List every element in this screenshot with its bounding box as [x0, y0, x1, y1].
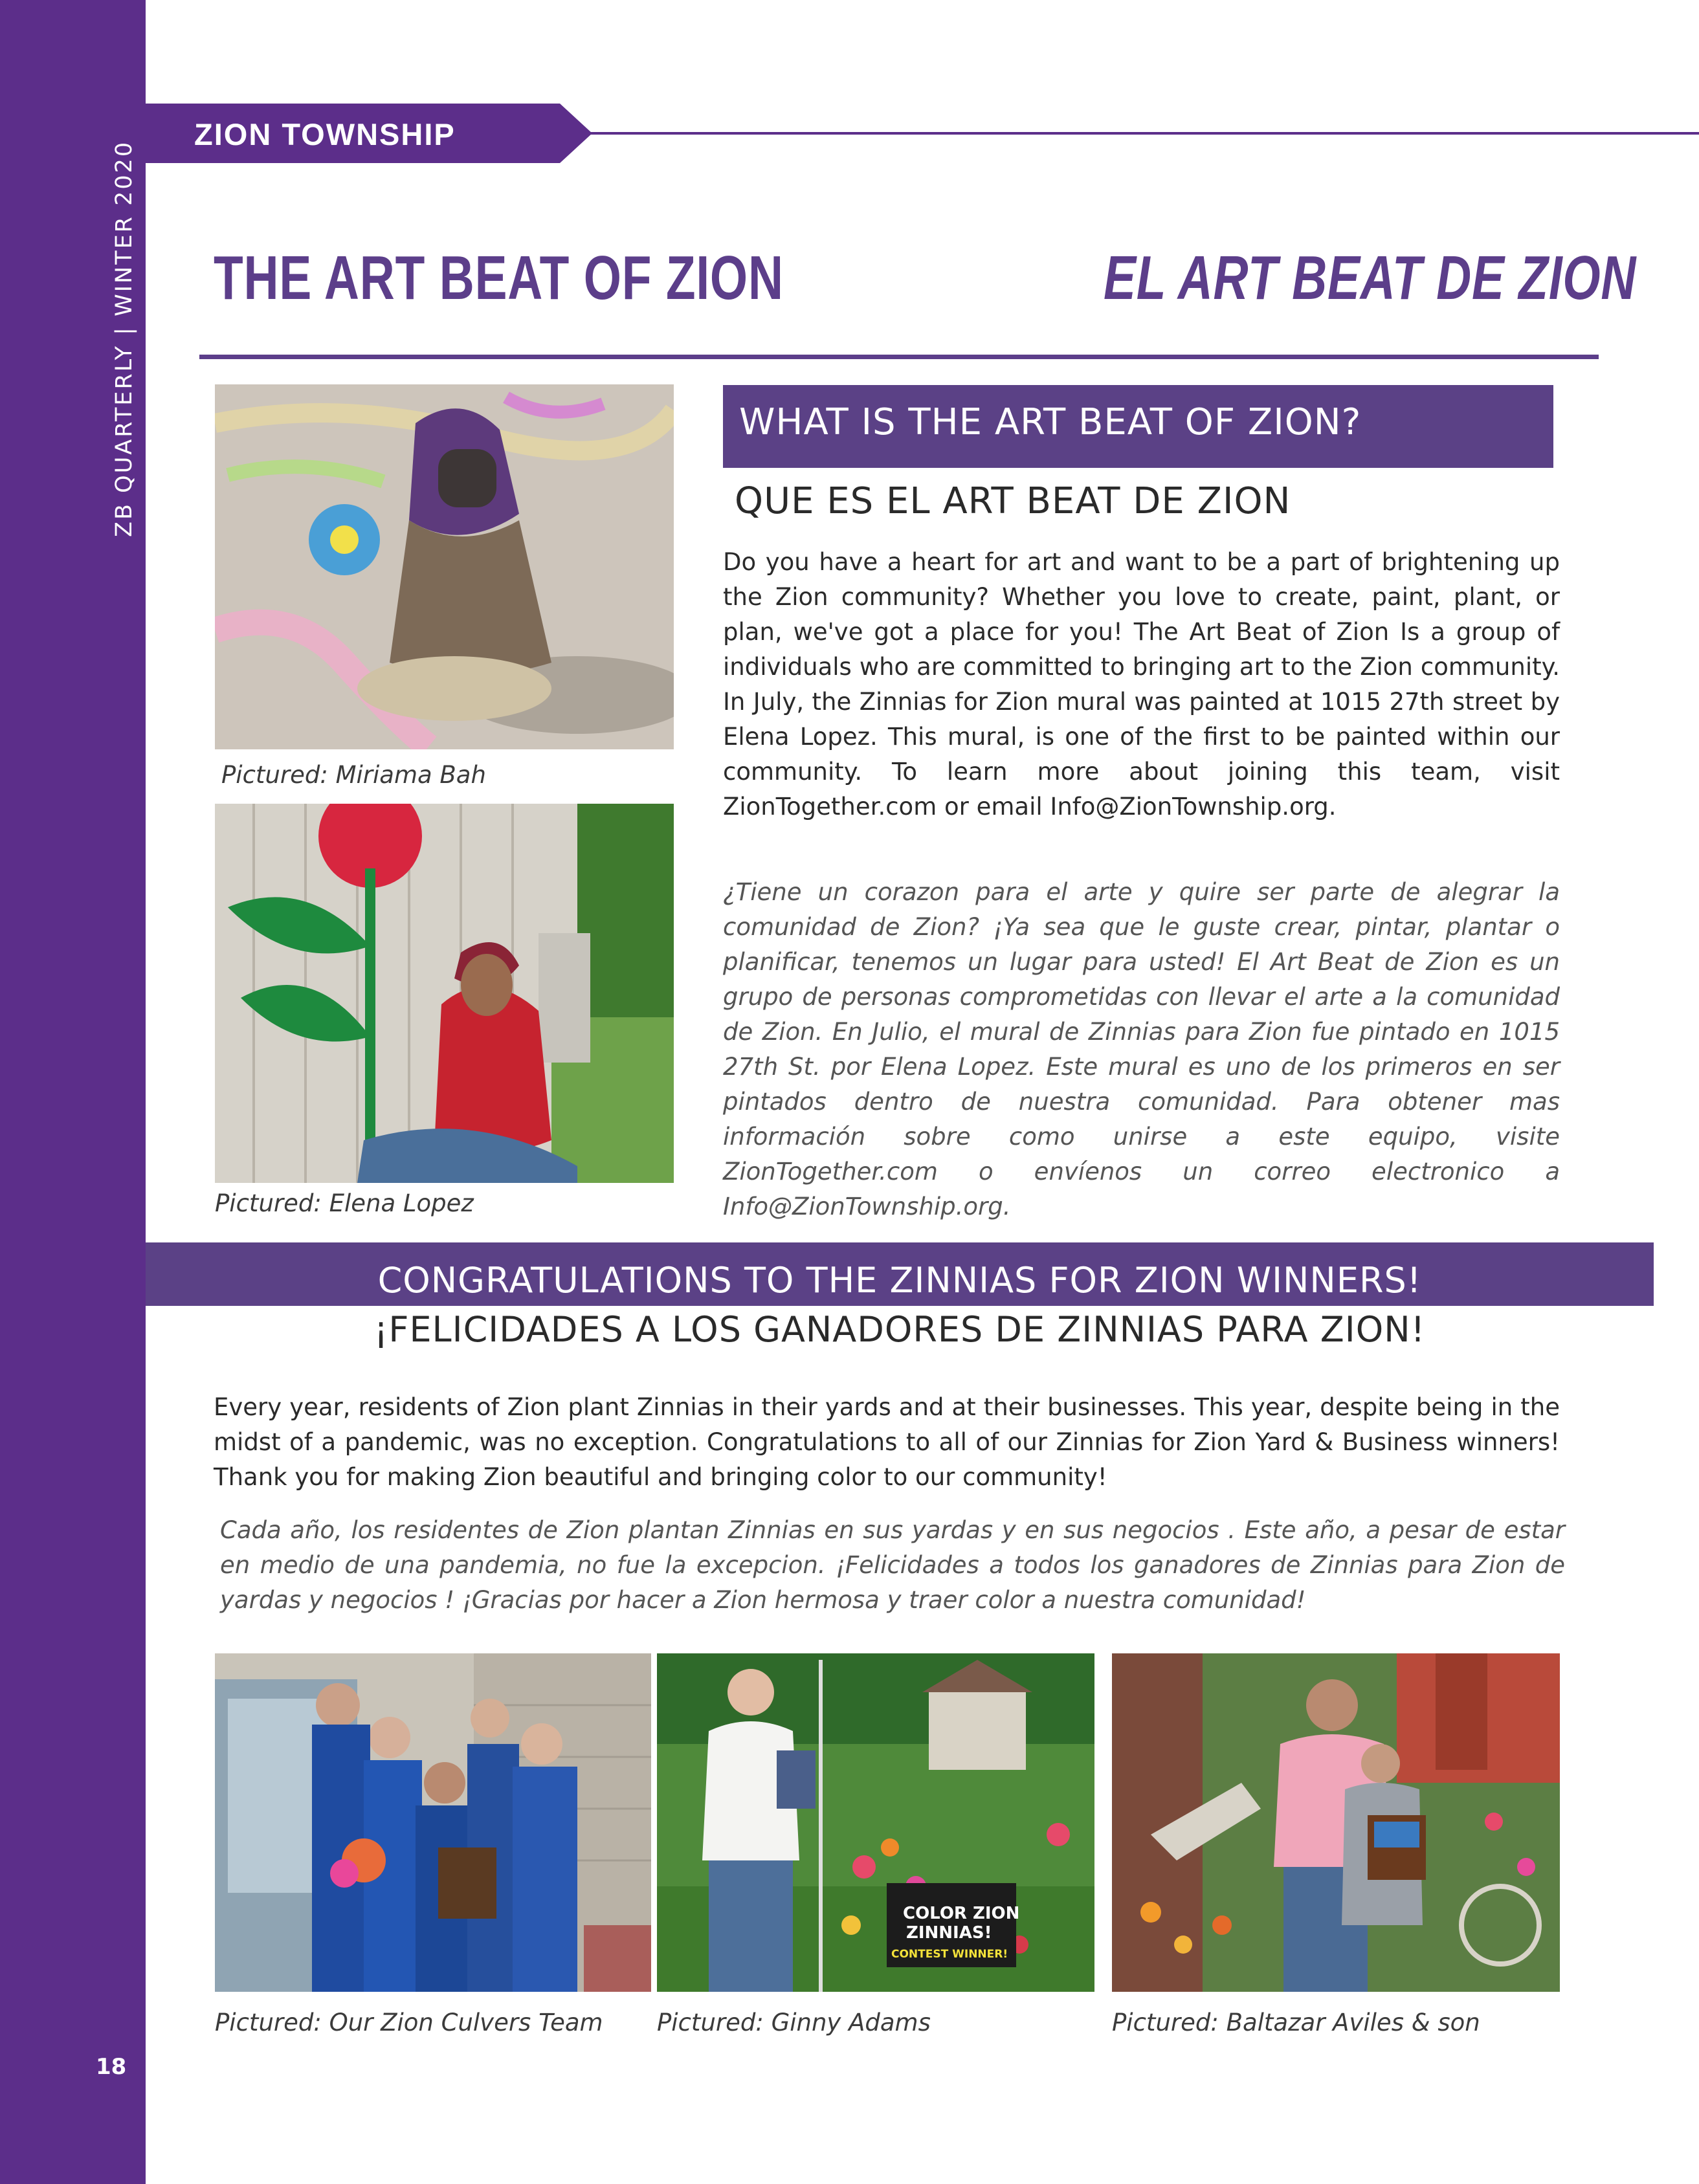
section-tab-label: ZION TOWNSHIP	[194, 117, 456, 151]
section-heading-spanish: QUE ES EL ART BEAT DE ZION	[735, 480, 1291, 522]
yard-sign-line3: CONTEST WINNER!	[891, 1948, 1008, 1961]
winners-paragraph-english: Every year, residents of Zion plant Zinnias in their yards and at their businesses. This year, despite being in the midst of a pandemic, was no exception. Congratulations to all of our Zinnias for Zion Yard & Business winners! Thank you for making Zion beautiful and bringing color to our community!	[214, 1393, 1560, 1491]
photo-miriama-bah	[215, 384, 674, 749]
congratulations-heading-english: CONGRATULATIONS TO THE ZINNIAS FOR ZION WINNERS!	[377, 1260, 1422, 1301]
body-paragraph-spanish: ¿Tiene un corazon para el arte y quire ser parte de alegrar la comunidad de Zion? ¡Ya sea que le guste crear, pintar, plantar o planificar, tenemos un lugar para usted! El Art Beat de Zion es un grupo de personas comprometidas con llevar el arte a la comunidad de Zion. En Julio, el mural de Zinnias para Zion fue pintado en 1015 27th St. por Elena Lopez. Este mural es uno de los primeros en ser pintados dentro de nuestra comunidad. Para obtener mas información sobre como unirse a este equipo, visite ZionTogether.com o envíenos un correo electronico a Info@ZionTownship.org.	[723, 878, 1560, 1220]
photo-culvers-team	[215, 1653, 651, 1992]
photo-caption: Pictured: Baltazar Aviles & son	[1112, 2009, 1480, 2036]
photo-caption: Pictured: Our Zion Culvers Team	[215, 2009, 603, 2036]
photo-caption: Pictured: Ginny Adams	[657, 2009, 931, 2036]
photo-caption: Pictured: Miriama Bah	[221, 761, 486, 789]
congratulations-heading-spanish: ¡FELICIDADES A LOS GANADORES DE ZINNIAS PARA ZION!	[373, 1309, 1426, 1350]
photo-elena-lopez	[215, 804, 674, 1183]
page-title-english: THE ART BEAT OF ZION	[214, 243, 784, 313]
body-paragraph-english: Do you have a heart for art and want to be a part of brightening up the Zion community? Whether you love to create, paint, plant, or plan, we've got a place for you! The Art Beat of Zion Is a group of individuals who are committed to bringing art to the Zion community. In July, the Zinnias for Zion mural was painted at 1015 27th street by Elena Lopez. This mural, is one of the first to be painted within our community. To learn more about joining this team, visit ZionTogether.com or email Info@ZionTownship.org.	[723, 548, 1560, 821]
section-heading-english: WHAT IS THE ART BEAT OF ZION?	[739, 401, 1362, 443]
title-divider	[199, 355, 1599, 359]
page-number: 18	[96, 2054, 127, 2080]
publication-label: ZB QUARTERLY | WINTER 2020	[111, 140, 137, 537]
header-rule	[589, 132, 1699, 135]
yard-sign-line1: COLOR ZION	[903, 1904, 1020, 1923]
page-title-spanish: EL ART BEAT DE ZION	[1104, 243, 1637, 313]
photo-baltazar-aviles	[1112, 1653, 1560, 1992]
yard-sign-line2: ZINNIAS!	[906, 1923, 992, 1943]
photo-caption: Pictured: Elena Lopez	[215, 1189, 474, 1217]
photo-ginny-adams	[657, 1653, 1094, 1992]
winners-paragraph-spanish: Cada año, los residentes de Zion plantan Zinnias en sus yardas y en sus negocios . Este año, a pesar de estar en medio de una pandemia, no fue la excepcion. ¡Felicidades a todos los ganadores de Zinnias para Zion de yardas y negocios ! ¡Gracias por hacer a Zion hermosa y traer color a nuestra comunidad!	[220, 1516, 1565, 1614]
